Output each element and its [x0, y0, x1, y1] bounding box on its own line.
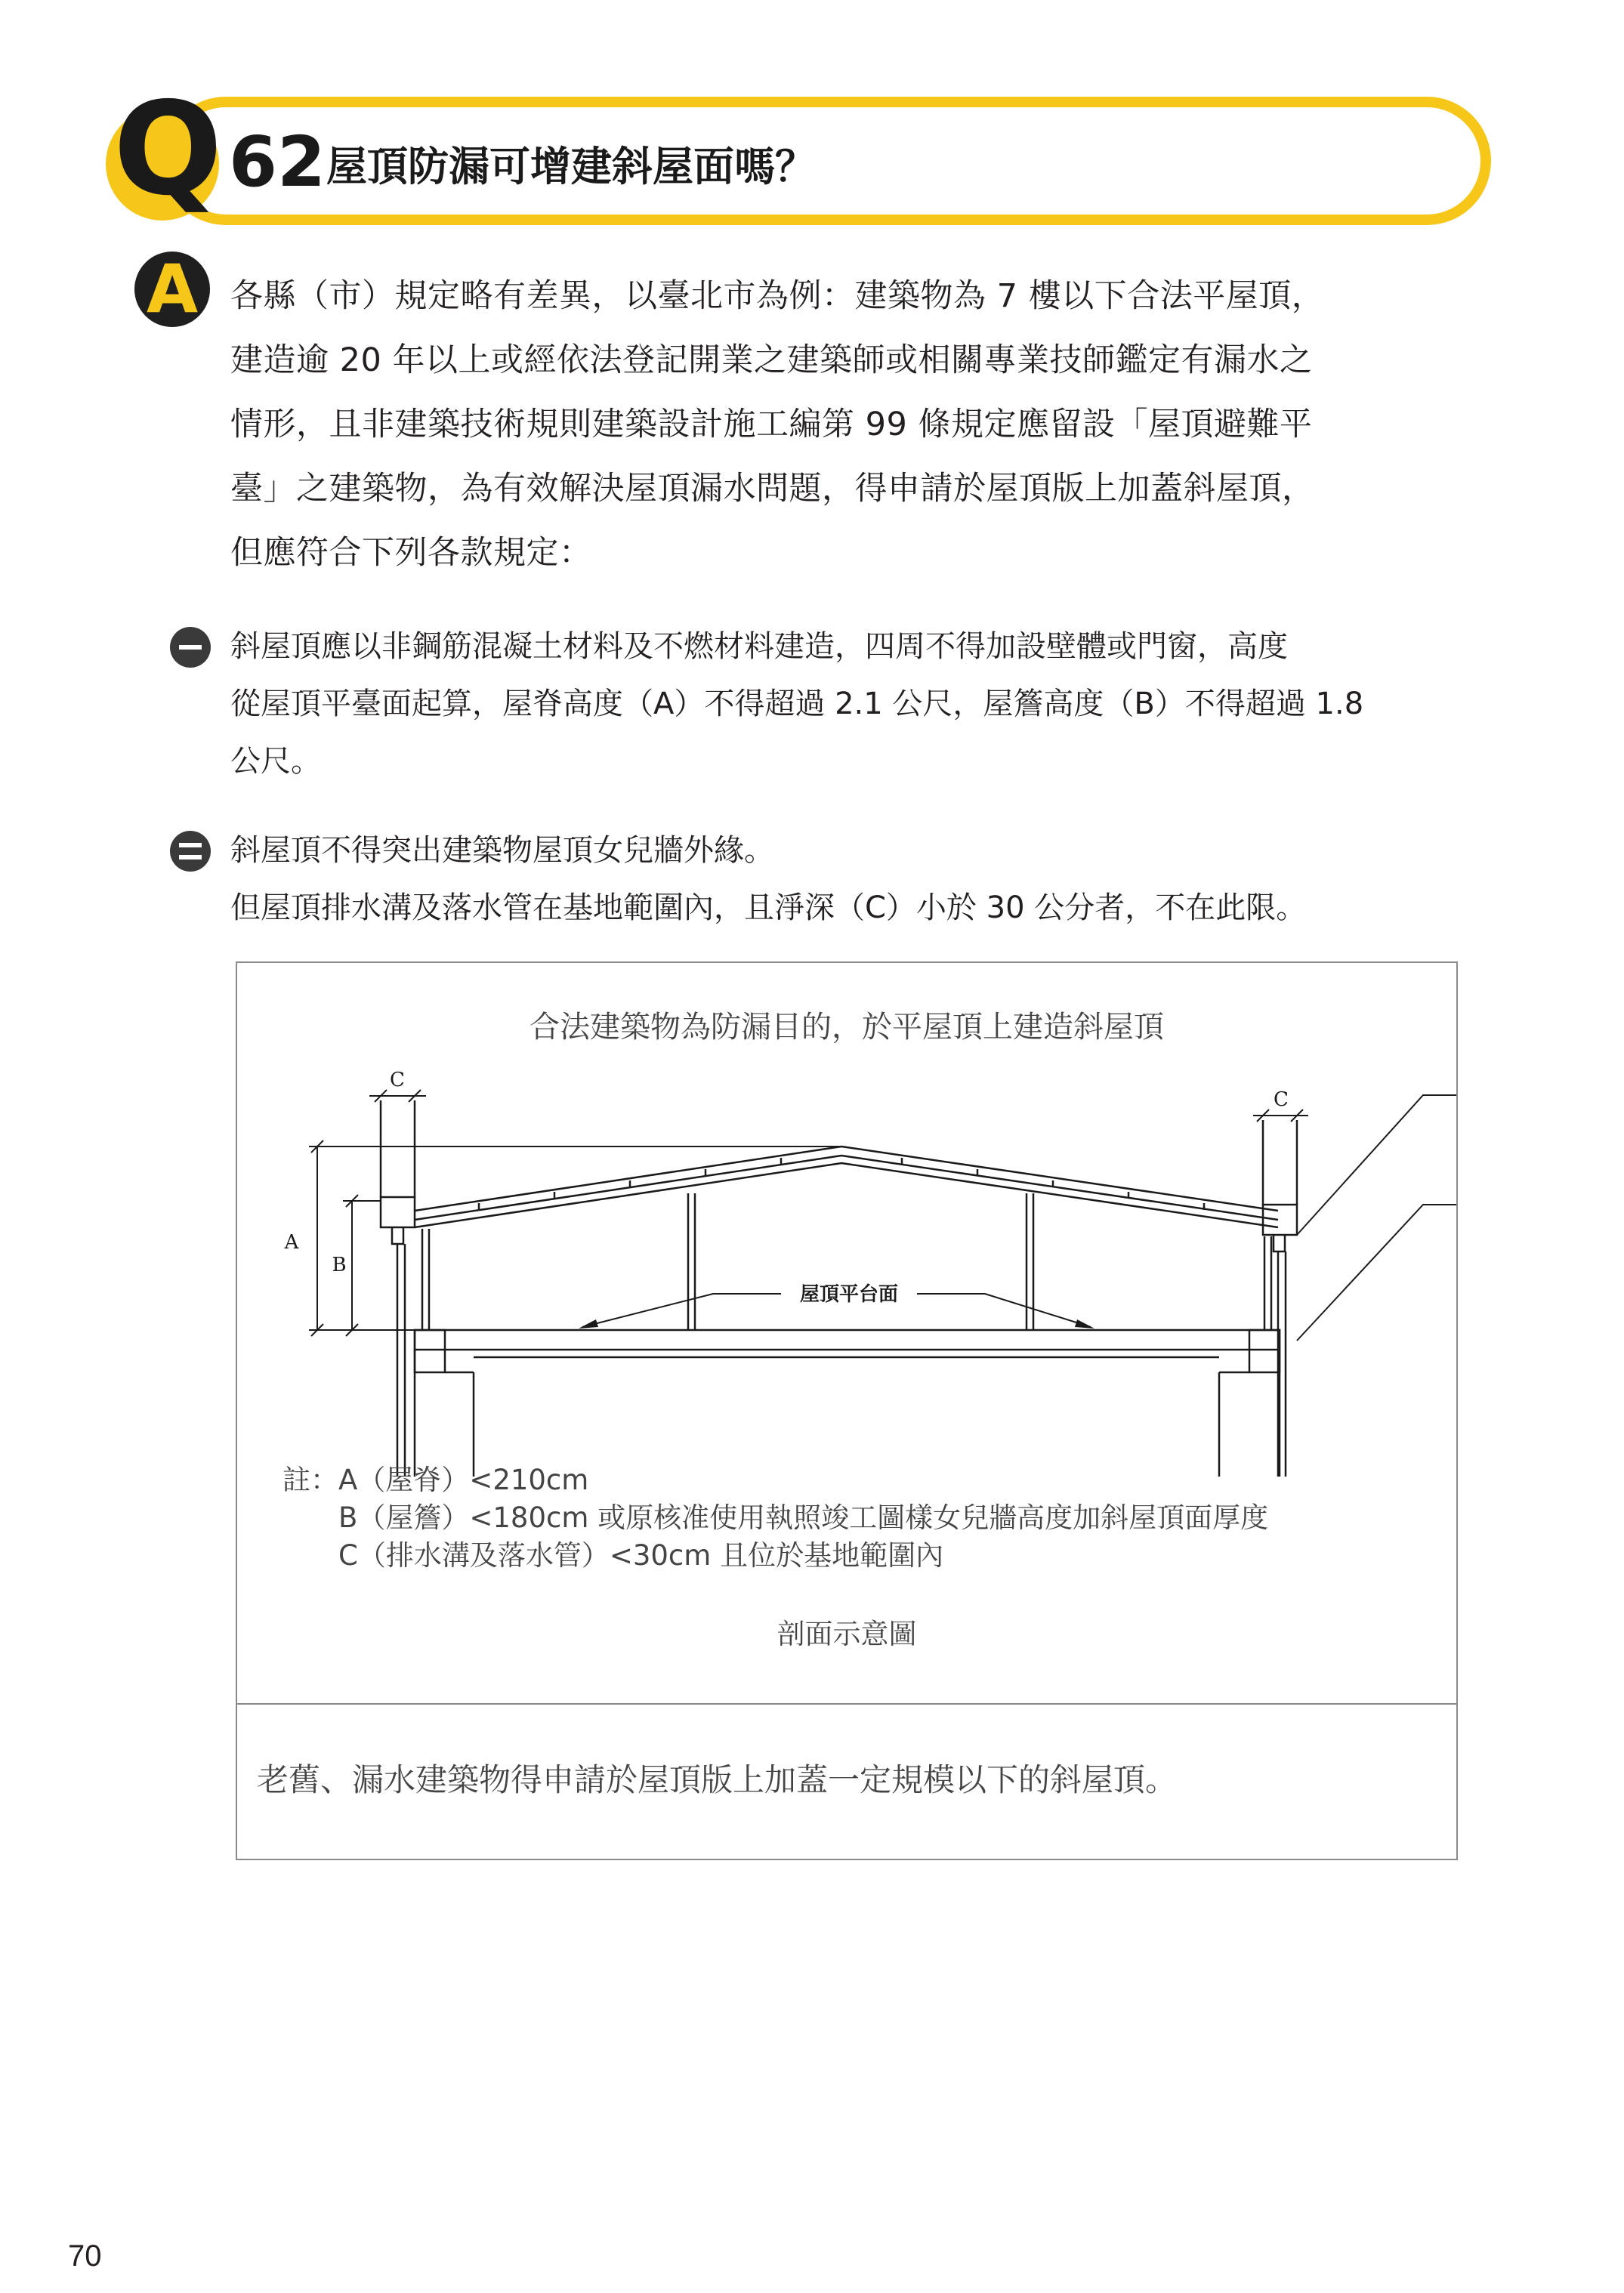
label-c-left: C [390, 1069, 405, 1091]
item-two-badge [170, 831, 211, 872]
item-line: 從屋頂平臺面起算，屋脊高度（A）不得超過 2.1 公尺，屋簷高度（B）不得超過 1.8 [230, 687, 1364, 721]
question-title: 屋頂防漏可增建斜屋面嗎？ [326, 143, 816, 190]
item-line: 斜屋頂應以非鋼筋混凝土材料及不燃材料建造，四周不得加設壁體或門窗，高度 [230, 629, 1288, 664]
label-c-right: C [1274, 1088, 1289, 1111]
figure-caption: 剖面示意圖 [776, 1618, 917, 1650]
figure-summary: 老舊、漏水建築物得申請於屋頂版上加蓋一定規模以下的斜屋頂。 [257, 1761, 1178, 1798]
item-two-text [230, 822, 1499, 937]
label-b: B [332, 1254, 347, 1276]
figure-box [236, 961, 1458, 1860]
answer-line: 但應符合下列各款規定： [230, 534, 592, 572]
item-line: 公尺。 [230, 744, 321, 779]
note-b: B（屋簷）<180cm 或原核准使用執照竣工圖樣女兒牆高度加斜屋頂面厚度 [338, 1501, 1269, 1534]
answer-letter: A [146, 250, 199, 328]
figure-title: 合法建築物為防漏目的，於平屋頂上建造斜屋頂 [529, 1010, 1164, 1045]
answer-line: 情形，且非建築技術規則建築設計施工編第 99 條規定應留設「屋頂避難平 [230, 406, 1313, 443]
page-number: 70 [68, 2239, 102, 2273]
roof-section-diagram [237, 963, 1456, 1477]
notes-prefix: 註： [283, 1464, 338, 1496]
answer-paragraph [230, 264, 1499, 585]
item-line: 斜屋頂不得突出建築物屋頂女兒牆外緣。 [230, 833, 774, 868]
note-a: A（屋脊）<210cm [338, 1464, 589, 1496]
question-letter: Q [113, 75, 223, 224]
label-a: A [284, 1231, 299, 1254]
question-number: 62 [229, 122, 326, 202]
answer-line: 臺」之建築物，為有效解決屋頂漏水問題，得申請於屋頂版上加蓋斜屋頂， [230, 470, 1315, 508]
figure-notes [283, 1461, 1268, 1575]
label-roof-platform: 屋頂平台面 [799, 1283, 899, 1306]
answer-line: 各縣（市）規定略有差異，以臺北市為例：建築物為 7 樓以下合法平屋頂， [230, 277, 1325, 315]
item-line: 但屋頂排水溝及落水管在基地範圍內，且淨深（C）小於 30 公分者，不在此限。 [230, 890, 1307, 925]
answer-line: 建造逾 20 年以上或經依法登記開業之建築師或相關專業技師鑑定有漏水之 [230, 341, 1313, 379]
item-one-text [230, 618, 1499, 790]
note-c: C（排水溝及落水管）<30cm 且位於基地範圍內 [338, 1539, 944, 1572]
item-one-badge [170, 627, 211, 668]
figure-divider [237, 1703, 1456, 1705]
